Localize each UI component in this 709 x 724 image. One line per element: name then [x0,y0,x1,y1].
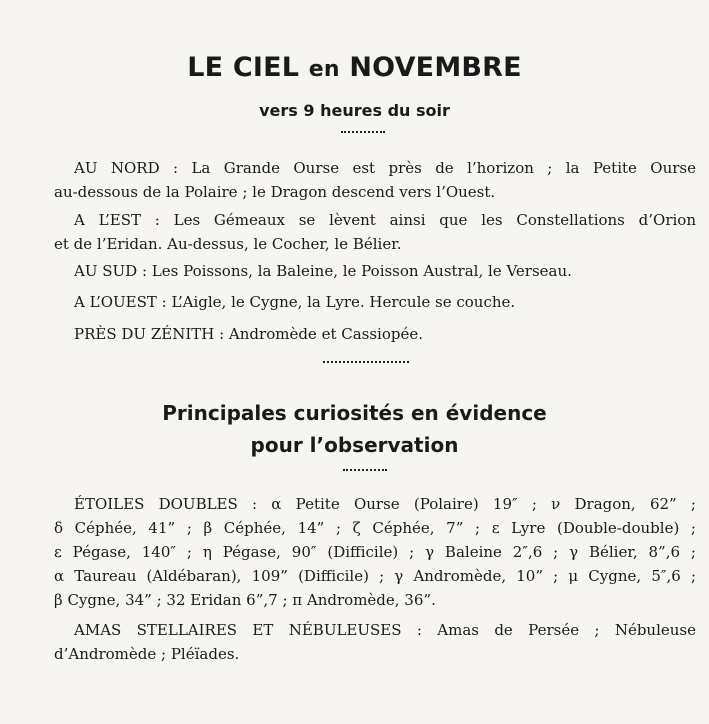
title-suffix: NOVEMBRE [339,52,522,83]
doubles-line-5: β Cygne, 34” ; 32 Eridan 6”,7 ; π Andromède, 36”. [54,591,436,609]
amas-line-2: d’Andromède ; Pléïades. [54,645,240,663]
zenith-label: PRÈS DU ZÉNITH : [74,325,225,343]
doubles-line-1: ÉTOILES DOUBLES : α Petite Ourse (Polaire) 19″ ; ν Dragon, 62” ; [74,495,696,513]
title-mid: en [308,57,340,82]
paragraph-ouest [54,290,696,314]
doubles-line-4: α Taureau (Aldébaran), 109” (Difficile) ; γ Andromède, 10” ; μ Cygne, 5″,6 ; [54,567,696,585]
dotted-separator [341,131,385,133]
nord-line-2: au-dessous de la Polaire ; le Dragon descend vers l’Ouest. [54,183,496,201]
zenith-text: Andromède et Cassiopée. [224,325,424,343]
ouest-line: A L’OUEST : L’Aigle, le Cygne, la Lyre. Hercule se couche. [74,293,516,311]
paragraph-amas [54,618,696,666]
page-subtitle: vers 9 heures du soir [259,101,450,120]
page-title [0,52,709,83]
paragraph-zenith [54,322,696,346]
dotted-separator [323,361,409,363]
sud-line: AU SUD : Les Poissons, la Baleine, le Poisson Austral, le Verseau. [74,262,572,280]
doubles-line-3: ε Pégase, 140″ ; η Pégase, 90″ (Difficile) ; γ Baleine 2″,6 ; γ Bélier, 8”,6 ; [54,543,696,561]
amas-line-1: AMAS STELLAIRES ET NÉBULEUSES : Amas de Persée ; Nébuleuse [74,621,696,639]
section-heading-line-2: pour l’observation [250,433,459,457]
est-line-1: A L’EST : Les Gémeaux se lèvent ainsi que les Constellations d’Orion [74,211,696,229]
doubles-line-2: δ Céphée, 41” ; β Céphée, 14” ; ζ Céphée, 7” ; ε Lyre (Double-double) ; [54,519,696,537]
paragraph-nord [54,156,696,204]
paragraph-sud [54,259,696,283]
section-heading [0,397,709,461]
title-prefix: LE CIEL [187,52,309,83]
dotted-separator [343,469,387,471]
section-heading-line-1: Principales curiosités en évidence [162,401,547,425]
nord-line-1: AU NORD : La Grande Ourse est près de l’horizon ; la Petite Ourse [74,159,696,177]
zenith-line [54,322,696,346]
paragraph-est [54,208,696,256]
est-line-2: et de l’Eridan. Au-dessus, le Cocher, le Bélier. [54,235,402,253]
paragraph-etoiles-doubles [54,492,696,612]
